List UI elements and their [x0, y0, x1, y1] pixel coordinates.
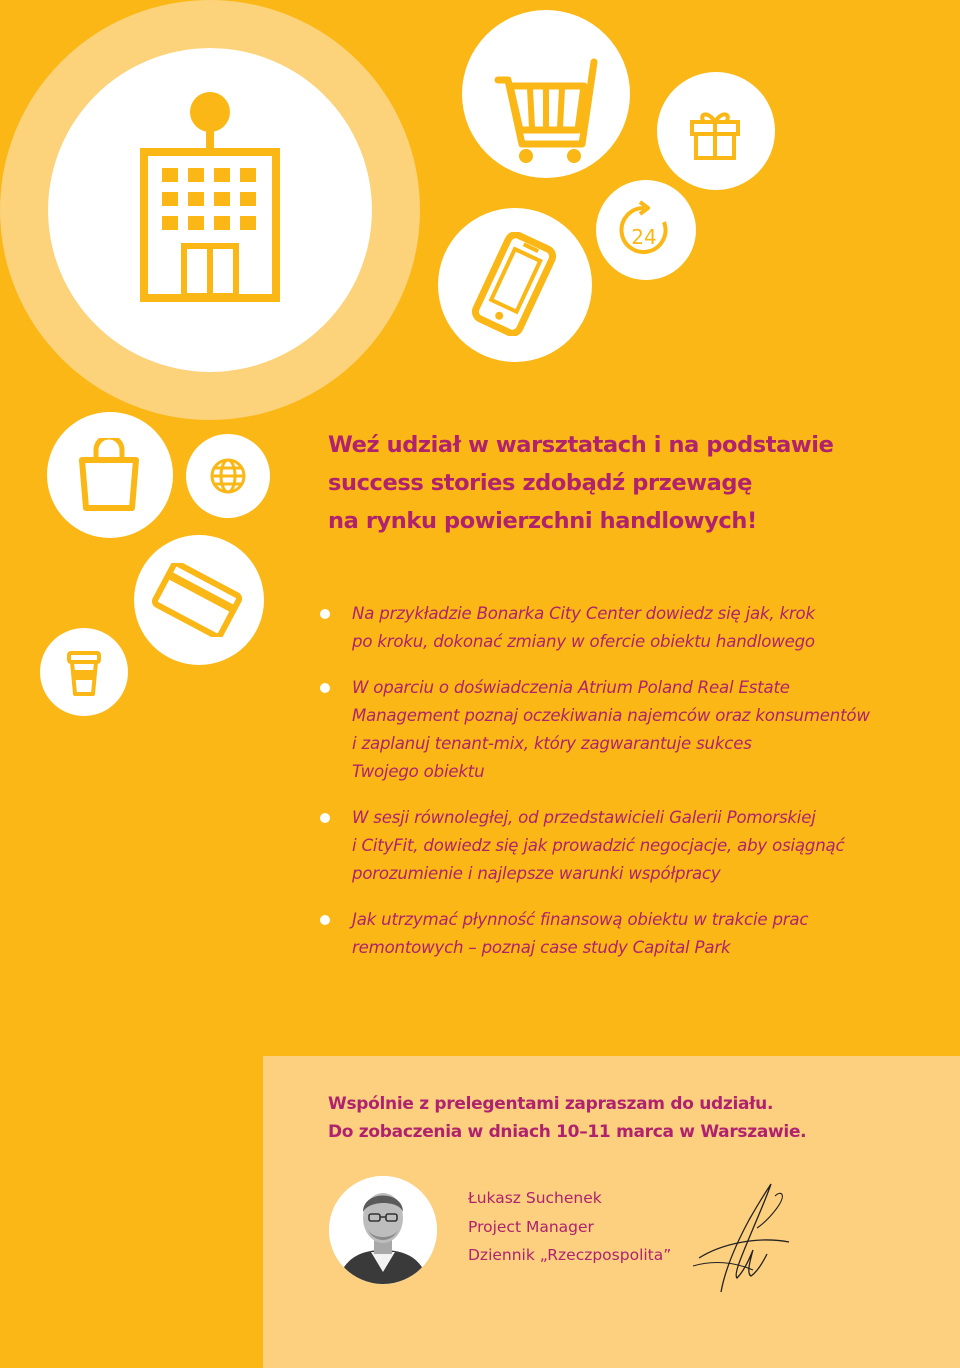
headline-line-3: na rynku powierzchni handlowych! [328, 508, 757, 534]
list-item-line: Na przykładzie Bonarka City Center dowiedz się jak, krok [352, 604, 815, 623]
bullet-dot-icon [320, 813, 330, 823]
list-item [320, 600, 920, 656]
list-item-line: remontowych – poznaj case study Capital Park [352, 938, 731, 957]
author-name: Łukasz Suchenek [468, 1189, 602, 1207]
bullet-dot-icon [320, 683, 330, 693]
office-building-icon [140, 88, 280, 304]
smartphone-icon [462, 232, 566, 336]
list-item-line: Twojego obiektu [352, 762, 485, 781]
bullet-dot-icon [320, 915, 330, 925]
shopping-bag-icon [72, 438, 146, 512]
bullet-dot-icon [320, 609, 330, 619]
list-item [320, 906, 920, 962]
list-item-line: porozumienie i najlepsze warunki współpracy [352, 864, 721, 883]
list-item-line: i CityFit, dowiedz się jak prowadzić negocjacje, aby osiągnąć [352, 836, 845, 855]
closing-line-1: Wspólnie z prelegentami zapraszam do udziału. [328, 1094, 774, 1114]
avatar [329, 1176, 437, 1284]
list-item [320, 674, 920, 786]
portrait-image [329, 1176, 437, 1284]
author-organization: Dziennik „Rzeczpospolita” [468, 1246, 672, 1264]
list-item-line: po kroku, dokonać zmiany w ofercie obiektu handlowego [352, 632, 815, 651]
list-item [320, 804, 920, 888]
benefit-list [320, 600, 920, 980]
author-block [468, 1184, 671, 1270]
globe-icon [209, 457, 247, 495]
list-item-line: W oparciu o doświadczenia Atrium Poland Real Estate [352, 678, 790, 697]
list-item-line: Management poznaj oczekiwania najemców oraz konsumentów [352, 706, 870, 725]
headline-line-2: success stories zdobądź przewagę [328, 470, 752, 496]
open-24h-icon [614, 200, 674, 260]
list-item-line: W sesji równoległej, od przedstawicieli Galerii Pomorskiej [352, 808, 816, 827]
list-item-line: Jak utrzymać płynność finansową obiektu w trakcie prac [352, 910, 809, 929]
closing-message [328, 1090, 806, 1146]
headline [328, 426, 833, 540]
credit-card-icon [152, 563, 242, 637]
badge-24-text: 24 [631, 225, 657, 249]
coffee-cup-icon [65, 650, 103, 698]
gift-icon [690, 110, 740, 160]
closing-line-2: Do zobaczenia w dniach 10–11 marca w Warszawie. [328, 1122, 807, 1142]
list-item-line: i zaplanuj tenant-mix, który zagwarantuje sukces [352, 734, 752, 753]
shopping-cart-icon [494, 56, 604, 166]
headline-line-1: Weź udział w warsztatach i na podstawie [328, 432, 834, 458]
handwritten-signature [691, 1180, 791, 1296]
author-role: Project Manager [468, 1217, 594, 1236]
invitation-panel [263, 1056, 960, 1368]
